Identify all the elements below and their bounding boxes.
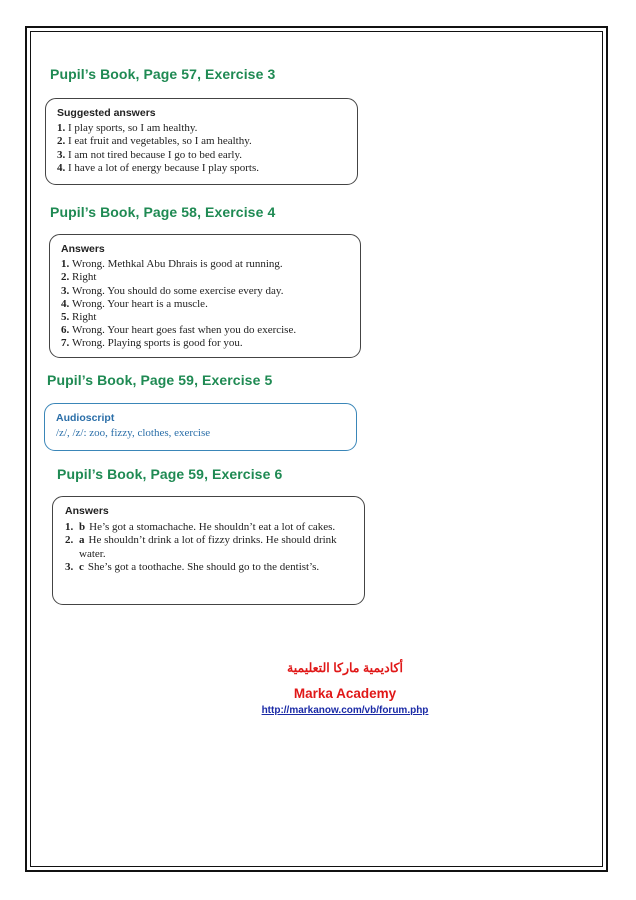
item-number: 1. (61, 258, 70, 271)
answers-box (49, 234, 361, 358)
item-text: Wrong. Your heart goes fast when you do exercise. (72, 324, 297, 337)
list-item (57, 162, 347, 175)
box-title: Audioscript (56, 412, 115, 424)
item-number: 2. (61, 271, 70, 284)
item-text: I eat fruit and vegetables, so I am healthy. (68, 135, 252, 148)
list-item (57, 135, 347, 148)
list-item (61, 271, 350, 284)
item-number: 2. (57, 135, 66, 148)
list-item (65, 561, 354, 574)
footer-arabic-name: أكاديمية ماركا التعليمية (287, 661, 403, 675)
item-text: I have a lot of energy because I play sports. (68, 161, 260, 174)
item-number: 7. (61, 337, 70, 350)
item-number: 4. (57, 161, 66, 174)
item-letter: b (79, 521, 86, 534)
item-text: She’s got a toothache. She should go to the dentist’s. (87, 560, 320, 573)
item-text: Wrong. Your heart is a muscle. (72, 297, 208, 310)
list-item (65, 521, 354, 534)
item-text: He’s got a stomachache. He shouldn’t eat a lot of cakes. (89, 521, 336, 534)
item-text: I am not tired because I go to bed early. (68, 148, 242, 161)
item-number: 4. (61, 297, 70, 310)
section-heading: Pupil’s Book, Page 57, Exercise 3 (50, 66, 276, 82)
section-heading: Pupil’s Book, Page 58, Exercise 4 (50, 204, 276, 220)
box-title: Answers (65, 505, 109, 517)
list-item (61, 285, 350, 298)
list-item (57, 149, 347, 162)
audioscript-line: /z/, /z/: zoo, fizzy, clothes, exercise (56, 427, 211, 440)
item-number: 5. (61, 311, 70, 324)
item-text: Wrong. Methkal Abu Dhrais is good at running. (72, 258, 283, 271)
answer-list (57, 122, 347, 175)
list-item (61, 324, 350, 337)
item-number: 3. (57, 148, 66, 161)
item-number: 2. (65, 534, 74, 547)
item-number: 1. (57, 122, 66, 135)
list-item (57, 122, 347, 135)
item-text: Wrong. You should do some exercise every day. (72, 284, 284, 297)
box-title: Answers (61, 243, 105, 255)
list-item (61, 298, 350, 311)
audioscript-box (44, 403, 357, 451)
list-item (61, 337, 350, 350)
box-title: Suggested answers (57, 107, 156, 119)
list-item (65, 534, 354, 560)
list-item (61, 311, 350, 324)
answer-list (65, 521, 354, 574)
item-text: He shouldn’t drink a lot of fizzy drinks. He should drink water. (79, 534, 337, 560)
item-number: 1. (65, 521, 74, 534)
item-number: 3. (65, 560, 74, 573)
list-item (61, 258, 350, 271)
answers-box (45, 98, 358, 185)
footer-link[interactable]: http://markanow.com/vb/forum.php (261, 705, 429, 716)
answers-box (52, 496, 365, 605)
item-number: 6. (61, 324, 70, 337)
item-text: Right (72, 311, 97, 324)
item-text: Right (72, 271, 97, 284)
footer-english-name: Marka Academy (293, 686, 397, 701)
item-text: I play sports, so I am healthy. (68, 122, 198, 135)
item-letter: c (79, 560, 84, 573)
item-number: 3. (61, 284, 70, 297)
section-heading: Pupil’s Book, Page 59, Exercise 6 (57, 466, 283, 482)
item-text: Wrong. Playing sports is good for you. (72, 337, 243, 350)
section-heading: Pupil’s Book, Page 59, Exercise 5 (47, 372, 273, 388)
item-letter: a (79, 534, 85, 547)
answer-list (61, 258, 350, 350)
